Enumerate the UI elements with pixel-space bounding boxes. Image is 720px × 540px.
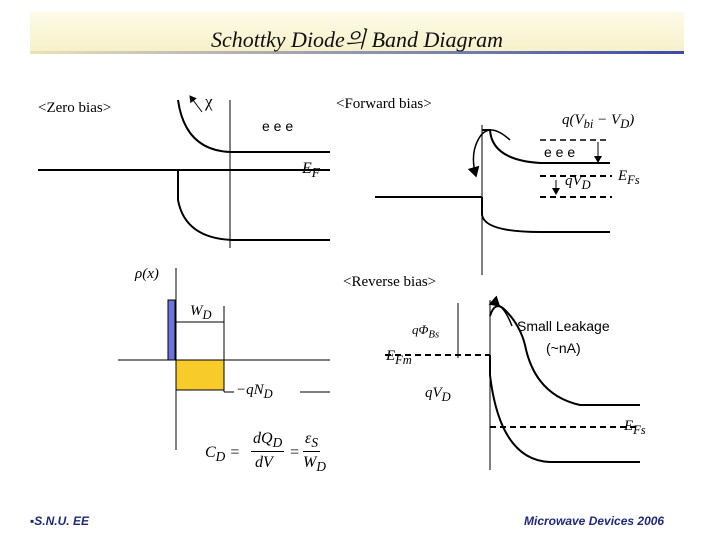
positive-charge-sheet: [168, 300, 175, 360]
zero-bias-electron-dots: e e e: [262, 118, 294, 134]
zero-bias-conduction-band: [178, 100, 330, 152]
forward-efs-label: $E_{Fs}$: [618, 168, 640, 187]
forward-bias-label: <Forward bias>: [336, 96, 432, 112]
wd-label: $W_D$: [190, 303, 212, 322]
footer-left: ▪S.N.U. EE: [30, 514, 89, 528]
rho-label: ρ(x): [135, 266, 159, 282]
reverse-phi-label: $q\Phi_{Bs}$: [412, 322, 440, 341]
leakage-line2: (~nA): [546, 340, 581, 356]
forward-qvd-label: $qV_D$: [565, 173, 591, 192]
reverse-bias-label: <Reverse bias>: [343, 274, 437, 290]
charge-density-diagram: [118, 268, 330, 450]
forward-electron-dots: e e e: [544, 144, 576, 160]
charge-label: $-qN_D$: [236, 382, 273, 401]
footer-right: Microwave Devices 2006: [524, 514, 665, 528]
chi-label: χ: [205, 92, 213, 111]
negative-charge-block: [176, 360, 224, 390]
zero-bias-fermi-label: $E_F$: [302, 160, 320, 181]
page-title: Schottky Diode의 Band Diagram: [211, 27, 503, 52]
forward-bias-diagram: [375, 125, 612, 275]
zero-bias-label: <Zero bias>: [38, 100, 112, 116]
reverse-efm-label: $E_{Fm}$: [386, 348, 412, 367]
reverse-valence-band: [490, 355, 640, 462]
forward-barrier-label: $q(V_{bi} - V_D)$: [562, 112, 635, 131]
forward-valence-band: [482, 197, 610, 232]
chi-arrow: [190, 96, 202, 112]
reverse-qvd-label: $qV_D$: [425, 385, 451, 404]
leakage-line1: Small Leakage: [517, 318, 610, 334]
reverse-efs-label: $E_{Fs}$: [624, 418, 646, 437]
